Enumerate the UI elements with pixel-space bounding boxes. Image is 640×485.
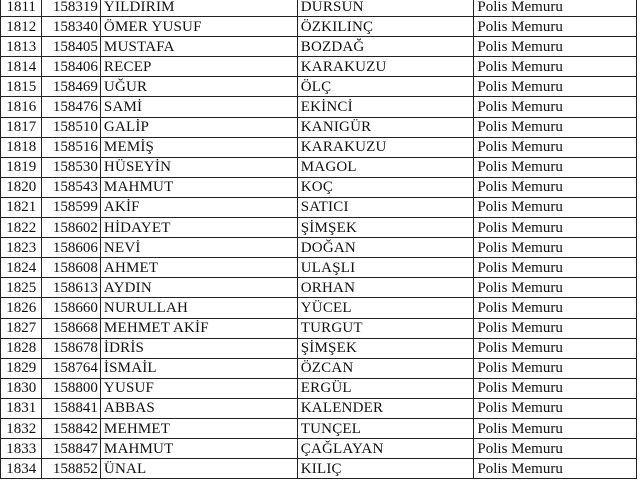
last-name-cell: ŞİMŞEK bbox=[297, 218, 474, 238]
first-name-cell: AHMET bbox=[100, 258, 297, 278]
title-cell: Polis Memuru bbox=[474, 459, 637, 479]
last-name-cell: ERGÜL bbox=[297, 378, 474, 398]
title-cell: Polis Memuru bbox=[474, 278, 637, 298]
row-number-cell: 1829 bbox=[1, 358, 42, 378]
row-number-cell: 1819 bbox=[1, 157, 42, 177]
last-name-cell: ÖZKILINÇ bbox=[297, 17, 474, 37]
registry-number-cell: 158852 bbox=[42, 459, 101, 479]
last-name-cell: KARAKUZU bbox=[297, 57, 474, 77]
last-name-cell: ŞİMŞEK bbox=[297, 338, 474, 358]
table-row bbox=[1, 77, 637, 97]
title-cell: Polis Memuru bbox=[474, 97, 637, 117]
registry-number-cell: 158800 bbox=[42, 378, 101, 398]
row-number-cell: 1823 bbox=[1, 238, 42, 258]
registry-number-cell: 158510 bbox=[42, 117, 101, 137]
first-name-cell: RECEP bbox=[100, 57, 297, 77]
title-cell: Polis Memuru bbox=[474, 197, 637, 217]
last-name-cell: SATICI bbox=[297, 197, 474, 217]
last-name-cell: KOÇ bbox=[297, 177, 474, 197]
title-cell: Polis Memuru bbox=[474, 238, 637, 258]
table-row bbox=[1, 218, 637, 238]
last-name-cell: KALENDER bbox=[297, 398, 474, 418]
table-row bbox=[1, 117, 637, 137]
registry-number-cell: 158841 bbox=[42, 398, 101, 418]
row-number-cell: 1814 bbox=[1, 57, 42, 77]
title-cell: Polis Memuru bbox=[474, 177, 637, 197]
row-number-cell: 1813 bbox=[1, 37, 42, 57]
registry-number-cell: 158340 bbox=[42, 17, 101, 37]
row-number-cell: 1817 bbox=[1, 117, 42, 137]
table-row bbox=[1, 298, 637, 318]
first-name-cell: HÜSEYİN bbox=[100, 157, 297, 177]
row-number-cell: 1825 bbox=[1, 278, 42, 298]
row-number-cell: 1827 bbox=[1, 318, 42, 338]
last-name-cell: ÖZCAN bbox=[297, 358, 474, 378]
last-name-cell: BOZDAĞ bbox=[297, 37, 474, 57]
last-name-cell: MAGOL bbox=[297, 157, 474, 177]
title-cell: Polis Memuru bbox=[474, 57, 637, 77]
last-name-cell: EKİNCİ bbox=[297, 97, 474, 117]
title-cell: Polis Memuru bbox=[474, 378, 637, 398]
first-name-cell: YUSUF bbox=[100, 378, 297, 398]
personnel-list-body bbox=[1, 0, 637, 479]
registry-number-cell: 158842 bbox=[42, 418, 101, 438]
first-name-cell: MEHMET AKİF bbox=[100, 318, 297, 338]
last-name-cell: YÜCEL bbox=[297, 298, 474, 318]
last-name-cell: DOĞAN bbox=[297, 238, 474, 258]
registry-number-cell: 158406 bbox=[42, 57, 101, 77]
table-row bbox=[1, 278, 637, 298]
last-name-cell: KANIGÜR bbox=[297, 117, 474, 137]
title-cell: Polis Memuru bbox=[474, 398, 637, 418]
first-name-cell: NURULLAH bbox=[100, 298, 297, 318]
row-number-cell: 1815 bbox=[1, 77, 42, 97]
table-row bbox=[1, 97, 637, 117]
row-number-cell: 1820 bbox=[1, 177, 42, 197]
table-row bbox=[1, 439, 637, 459]
table-row bbox=[1, 238, 637, 258]
registry-number-cell: 158608 bbox=[42, 258, 101, 278]
row-number-cell: 1826 bbox=[1, 298, 42, 318]
registry-number-cell: 158543 bbox=[42, 177, 101, 197]
row-number-cell: 1811 bbox=[1, 0, 42, 17]
title-cell: Polis Memuru bbox=[474, 338, 637, 358]
registry-number-cell: 158613 bbox=[42, 278, 101, 298]
first-name-cell: AYDIN bbox=[100, 278, 297, 298]
table-row bbox=[1, 37, 637, 57]
table-row bbox=[1, 398, 637, 418]
title-cell: Polis Memuru bbox=[474, 77, 637, 97]
last-name-cell: KILIÇ bbox=[297, 459, 474, 479]
last-name-cell: TURGUT bbox=[297, 318, 474, 338]
first-name-cell: ABBAS bbox=[100, 398, 297, 418]
last-name-cell: ÇAĞLAYAN bbox=[297, 439, 474, 459]
row-number-cell: 1830 bbox=[1, 378, 42, 398]
row-number-cell: 1832 bbox=[1, 418, 42, 438]
row-number-cell: 1816 bbox=[1, 97, 42, 117]
last-name-cell: ULAŞLI bbox=[297, 258, 474, 278]
title-cell: Polis Memuru bbox=[474, 439, 637, 459]
table-row bbox=[1, 17, 637, 37]
registry-number-cell: 158319 bbox=[42, 0, 101, 17]
first-name-cell: MEMİŞ bbox=[100, 137, 297, 157]
table-row bbox=[1, 258, 637, 278]
row-number-cell: 1834 bbox=[1, 459, 42, 479]
first-name-cell: AKİF bbox=[100, 197, 297, 217]
table-row bbox=[1, 358, 637, 378]
table-row bbox=[1, 57, 637, 77]
registry-number-cell: 158678 bbox=[42, 338, 101, 358]
registry-number-cell: 158847 bbox=[42, 439, 101, 459]
registry-number-cell: 158606 bbox=[42, 238, 101, 258]
first-name-cell: ÜNAL bbox=[100, 459, 297, 479]
row-number-cell: 1821 bbox=[1, 197, 42, 217]
row-number-cell: 1818 bbox=[1, 137, 42, 157]
row-number-cell: 1831 bbox=[1, 398, 42, 418]
table-row bbox=[1, 157, 637, 177]
title-cell: Polis Memuru bbox=[474, 137, 637, 157]
row-number-cell: 1833 bbox=[1, 439, 42, 459]
table-row bbox=[1, 418, 637, 438]
row-number-cell: 1824 bbox=[1, 258, 42, 278]
last-name-cell: TUNÇEL bbox=[297, 418, 474, 438]
row-number-cell: 1812 bbox=[1, 17, 42, 37]
table-row bbox=[1, 318, 637, 338]
title-cell: Polis Memuru bbox=[474, 37, 637, 57]
first-name-cell: ÖMER YUSUF bbox=[100, 17, 297, 37]
registry-number-cell: 158405 bbox=[42, 37, 101, 57]
table-row bbox=[1, 338, 637, 358]
registry-number-cell: 158764 bbox=[42, 358, 101, 378]
title-cell: Polis Memuru bbox=[474, 298, 637, 318]
last-name-cell: DURSUN bbox=[297, 0, 474, 17]
first-name-cell: İDRİS bbox=[100, 338, 297, 358]
first-name-cell: HİDAYET bbox=[100, 218, 297, 238]
first-name-cell: MUSTAFA bbox=[100, 37, 297, 57]
table-row bbox=[1, 137, 637, 157]
row-number-cell: 1828 bbox=[1, 338, 42, 358]
registry-number-cell: 158469 bbox=[42, 77, 101, 97]
registry-number-cell: 158530 bbox=[42, 157, 101, 177]
last-name-cell: ÖLÇ bbox=[297, 77, 474, 97]
first-name-cell: NEVİ bbox=[100, 238, 297, 258]
first-name-cell: YILDIRIM bbox=[100, 0, 297, 17]
first-name-cell: MAHMUT bbox=[100, 439, 297, 459]
table-row bbox=[1, 177, 637, 197]
first-name-cell: MEHMET bbox=[100, 418, 297, 438]
first-name-cell: GALİP bbox=[100, 117, 297, 137]
registry-number-cell: 158660 bbox=[42, 298, 101, 318]
title-cell: Polis Memuru bbox=[474, 117, 637, 137]
title-cell: Polis Memuru bbox=[474, 0, 637, 17]
title-cell: Polis Memuru bbox=[474, 17, 637, 37]
last-name-cell: KARAKUZU bbox=[297, 137, 474, 157]
registry-number-cell: 158602 bbox=[42, 218, 101, 238]
table-row bbox=[1, 459, 637, 479]
title-cell: Polis Memuru bbox=[474, 358, 637, 378]
registry-number-cell: 158516 bbox=[42, 137, 101, 157]
first-name-cell: UĞUR bbox=[100, 77, 297, 97]
registry-number-cell: 158668 bbox=[42, 318, 101, 338]
first-name-cell: İSMAİL bbox=[100, 358, 297, 378]
first-name-cell: MAHMUT bbox=[100, 177, 297, 197]
title-cell: Polis Memuru bbox=[474, 418, 637, 438]
row-number-cell: 1822 bbox=[1, 218, 42, 238]
title-cell: Polis Memuru bbox=[474, 218, 637, 238]
title-cell: Polis Memuru bbox=[474, 318, 637, 338]
last-name-cell: ORHAN bbox=[297, 278, 474, 298]
first-name-cell: SAMİ bbox=[100, 97, 297, 117]
title-cell: Polis Memuru bbox=[474, 157, 637, 177]
registry-number-cell: 158476 bbox=[42, 97, 101, 117]
registry-number-cell: 158599 bbox=[42, 197, 101, 217]
title-cell: Polis Memuru bbox=[474, 258, 637, 278]
table-row bbox=[1, 0, 637, 17]
table-row bbox=[1, 197, 637, 217]
table-row bbox=[1, 378, 637, 398]
